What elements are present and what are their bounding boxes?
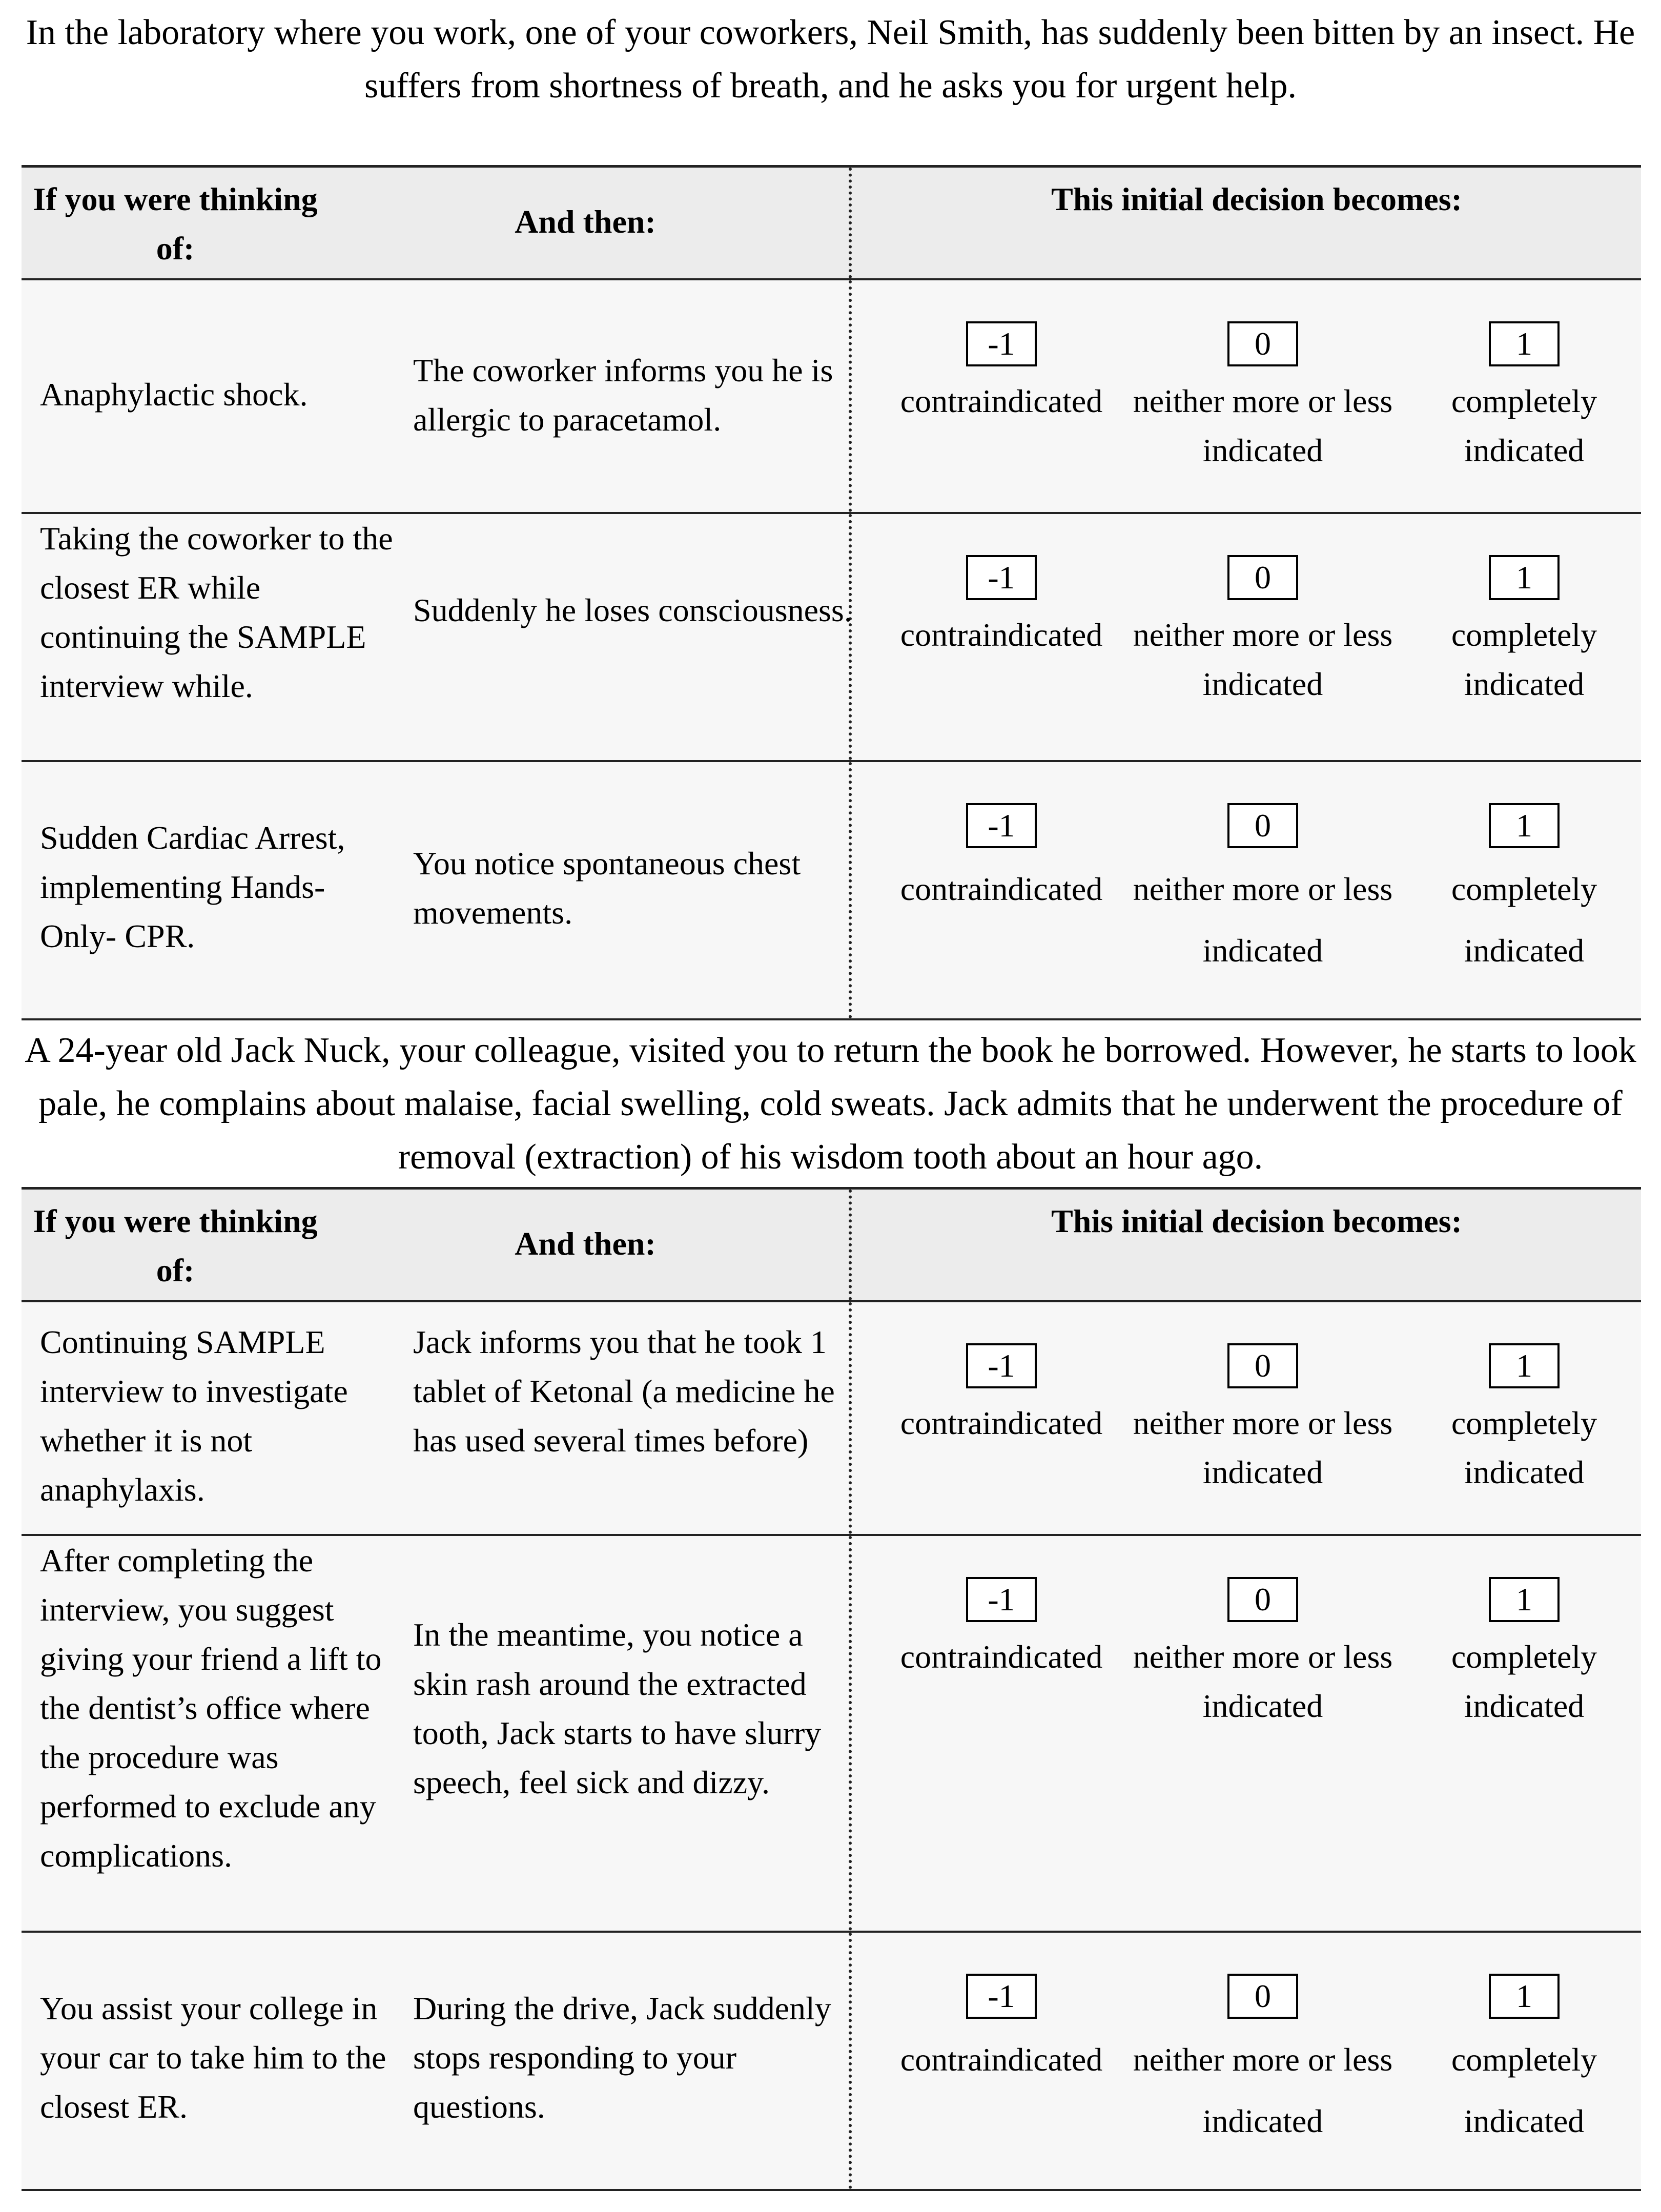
header-then: And then: bbox=[515, 203, 656, 240]
row-thinking: Anaphylactic shock. bbox=[40, 376, 308, 413]
scenario-2-table bbox=[22, 1187, 1641, 2191]
option-completely-indicated[interactable]: 1 completely indicated bbox=[1391, 321, 1657, 475]
checkbox[interactable]: 1 bbox=[1489, 1343, 1560, 1388]
checkbox[interactable]: -1 bbox=[966, 803, 1037, 848]
checkbox[interactable]: -1 bbox=[966, 321, 1037, 366]
header-then: And then: bbox=[515, 1225, 656, 1262]
table-row bbox=[22, 1302, 1641, 1536]
checkbox[interactable]: 1 bbox=[1489, 803, 1560, 848]
checkbox[interactable]: 1 bbox=[1489, 321, 1560, 366]
row-then: Suddenly he loses consciousness. bbox=[413, 592, 852, 628]
option-neutral[interactable]: 0 neither more or less indicated bbox=[1130, 1343, 1396, 1497]
option-contraindicated[interactable]: -1 contraindicated bbox=[868, 803, 1135, 920]
row-thinking: You assist your college in your car to take him to the closest ER. bbox=[40, 1990, 386, 2125]
scenario-1-table bbox=[22, 165, 1641, 1020]
row-then: You notice spontaneous chest movements. bbox=[413, 845, 801, 931]
option-completely-indicated[interactable]: 1 completely indicated bbox=[1391, 803, 1657, 981]
row-then: During the drive, Jack suddenly stops responding to your questions. bbox=[413, 1990, 831, 2125]
checkbox[interactable]: 0 bbox=[1227, 555, 1298, 600]
checkbox[interactable]: 0 bbox=[1227, 1577, 1298, 1622]
option-completely-indicated[interactable]: 1 completely indicated bbox=[1391, 555, 1657, 709]
table-row bbox=[22, 1536, 1641, 1933]
checkbox[interactable]: 0 bbox=[1227, 803, 1298, 848]
option-neutral[interactable]: 0 neither more or less indicated bbox=[1130, 1577, 1396, 1731]
header-decision: This initial decision becomes: bbox=[1051, 1203, 1462, 1239]
row-then: In the meantime, you notice a skin rash around the extracted tooth, Jack starts to have slurry speech, feel sick and dizzy. bbox=[413, 1616, 822, 1800]
option-neutral[interactable]: 0 neither more or less indicated bbox=[1130, 321, 1396, 475]
table-row bbox=[22, 514, 1641, 762]
table-header bbox=[22, 168, 1641, 280]
checkbox[interactable]: 0 bbox=[1227, 321, 1298, 366]
option-completely-indicated[interactable]: 1 completely indicated bbox=[1391, 1974, 1657, 2152]
checkbox[interactable]: 1 bbox=[1489, 555, 1560, 600]
row-then: The coworker informs you he is allergic to paracetamol. bbox=[413, 352, 833, 438]
table-header bbox=[22, 1190, 1641, 1302]
option-completely-indicated[interactable]: 1 completely indicated bbox=[1391, 1343, 1657, 1497]
table-row bbox=[22, 1933, 1641, 2191]
option-neutral[interactable]: 0 neither more or less indicated bbox=[1130, 555, 1396, 709]
checkbox[interactable]: 1 bbox=[1489, 1577, 1560, 1622]
header-decision: This initial decision becomes: bbox=[1051, 181, 1462, 217]
scenario-2-intro: A 24-year old Jack Nuck, your colleague, visited you to return the book he borrowed. However, he starts to look pale, he complains about malaise, facial swelling, cold sweats. Jack admits that he underwent the procedure of removal (extraction) of his wisdom tooth about an hour ago. bbox=[25, 1031, 1636, 1177]
row-thinking: After completing the interview, you suggest giving your friend a lift to the dentist’s office where the procedure was performed to exclude any complications. bbox=[40, 1542, 382, 1874]
option-completely-indicated[interactable]: 1 completely indicated bbox=[1391, 1577, 1657, 1731]
row-thinking: Sudden Cardiac Arrest, implementing Hands-Only- CPR. bbox=[40, 820, 345, 954]
option-contraindicated[interactable]: -1 contraindicated bbox=[868, 1974, 1135, 2091]
header-thinking: If you were thinking of: bbox=[33, 181, 318, 267]
row-thinking: Continuing SAMPLE interview to investigate whether it is not anaphylaxis. bbox=[40, 1324, 348, 1508]
option-neutral[interactable]: 0 neither more or less indicated bbox=[1130, 1974, 1396, 2152]
option-contraindicated[interactable]: -1 contraindicated bbox=[868, 321, 1135, 426]
checkbox[interactable]: 1 bbox=[1489, 1974, 1560, 2019]
header-thinking: If you were thinking of: bbox=[33, 1203, 318, 1288]
checkbox[interactable]: -1 bbox=[966, 1343, 1037, 1388]
scenario-1-intro: In the laboratory where you work, one of your coworkers, Neil Smith, has suddenly been bitten by an insect. He suffers from shortness of breath, and he asks you for urgent help. bbox=[26, 13, 1635, 106]
option-contraindicated[interactable]: -1 contraindicated bbox=[868, 1577, 1135, 1682]
checkbox[interactable]: 0 bbox=[1227, 1343, 1298, 1388]
row-then: Jack informs you that he took 1 tablet of Ketonal (a medicine he has used several times before) bbox=[413, 1324, 835, 1459]
checkbox[interactable]: -1 bbox=[966, 1974, 1037, 2019]
option-contraindicated[interactable]: -1 contraindicated bbox=[868, 555, 1135, 660]
table-row bbox=[22, 762, 1641, 1020]
option-contraindicated[interactable]: -1 contraindicated bbox=[868, 1343, 1135, 1448]
checkbox[interactable]: 0 bbox=[1227, 1974, 1298, 2019]
row-thinking: Taking the coworker to the closest ER while continuing the SAMPLE interview while. bbox=[40, 520, 393, 704]
table-row bbox=[22, 280, 1641, 514]
checkbox[interactable]: -1 bbox=[966, 1577, 1037, 1622]
option-neutral[interactable]: 0 neither more or less indicated bbox=[1130, 803, 1396, 981]
checkbox[interactable]: -1 bbox=[966, 555, 1037, 600]
